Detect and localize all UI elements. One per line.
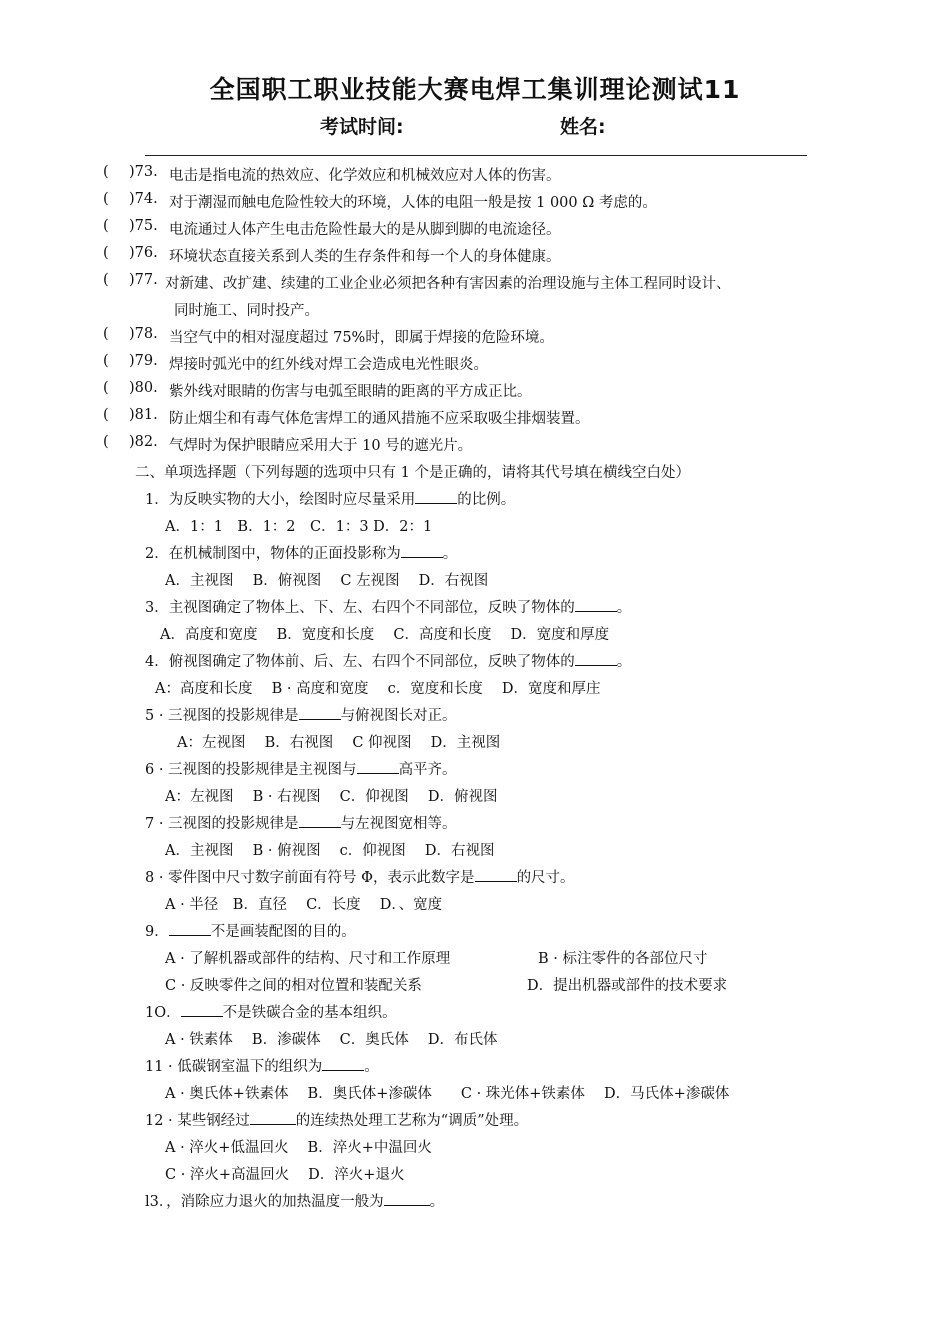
question-text: l3．，消除应力退火的加热温度一般为 [145, 1194, 384, 1210]
item-number: )81. [129, 407, 158, 423]
answer-blank[interactable] [357, 760, 399, 774]
question-text: 12 · 某些钢经过 [145, 1113, 250, 1129]
question-text: 1．为反映实物的大小，绘图时应尽量采用 [145, 492, 416, 508]
question-13 [145, 1190, 444, 1211]
answer-blank[interactable] [401, 544, 443, 558]
question-text-end: 与左视图宽相等。 [340, 816, 457, 832]
item-number: )80. [129, 380, 158, 396]
answer-blank[interactable] [250, 1111, 296, 1125]
item-number: )74. [129, 191, 158, 207]
question-5-options: A：左视图 B．右视图 C 仰视图 D．主视图 [177, 735, 501, 751]
answer-paren[interactable]: ( [103, 353, 109, 369]
question-8-options: A · 半径 B．直径 C．长度 D．、宽度 [165, 897, 443, 913]
item-text: 对于潮湿而触电危险性较大的环境，人体的电阻一般是按 1 000 Ω 考虑的。 [169, 195, 657, 211]
question-text: 6 · 三视图的投影规律是主视图与 [145, 762, 357, 778]
question-text-end: 不是铁碳合金的基本组织。 [222, 1005, 397, 1021]
name-label: 姓名: [560, 116, 606, 138]
item-number: )82. [129, 434, 158, 450]
question-9-option-c: C · 反映零件之间的相对位置和装配关系 [165, 978, 422, 994]
question-10-options: A · 铁素体 B．渗碳体 C．奥氏体 D．布氏体 [165, 1032, 498, 1048]
question-text: 1O． [145, 1005, 181, 1021]
question-text: 8 · 零件图中尺寸数字前面有符号 Φ，表示此数字是 [145, 870, 475, 886]
header-divider [145, 155, 807, 156]
item-number: )73. [129, 164, 158, 180]
exam-time-label: 考试时间: [320, 116, 404, 138]
question-4 [145, 650, 631, 671]
answer-blank[interactable] [475, 868, 517, 882]
question-text: 2．在机械制图中，物体的正面投影称为 [145, 546, 401, 562]
question-9-option-a: A · 了解机器或部件的结构、尺寸和工作原理 [165, 951, 451, 967]
question-text-end: 的连续热处理工艺称为“调质”处理。 [295, 1113, 529, 1129]
question-text-end: 。 [616, 654, 632, 670]
answer-blank[interactable] [299, 706, 341, 720]
question-text: 5 · 三视图的投影规律是 [145, 708, 299, 724]
question-text-end: 高平齐。 [398, 762, 457, 778]
answer-blank[interactable] [415, 490, 457, 504]
question-1 [145, 488, 515, 509]
item-text: 环境状态直接关系到人类的生存条件和每一个人的身体健康。 [169, 249, 561, 265]
item-text: 当空气中的相对湿度超过 75%时，即属于焊接的危险环境。 [169, 330, 554, 346]
answer-blank[interactable] [181, 1003, 223, 1017]
answer-blank[interactable] [322, 1057, 364, 1071]
answer-paren[interactable]: ( [103, 380, 109, 396]
item-number: )76. [129, 245, 158, 261]
item-text: 气焊时为保护眼睛应采用大于 10 号的遮光片。 [169, 438, 473, 454]
question-6-options: A：左视图 B · 右视图 C．仰视图 D．俯视图 [165, 789, 498, 805]
answer-paren[interactable]: ( [103, 191, 109, 207]
answer-paren[interactable]: ( [103, 218, 109, 234]
question-12-options-cd: C · 淬火+高温回火 D．淬火+退火 [165, 1167, 405, 1183]
question-12-options-ab: A · 淬火+低温回火 B．淬火+中温回火 [165, 1140, 432, 1156]
item-text: 紫外线对眼睛的伤害与电弧至眼睛的距离的平方成正比。 [169, 384, 532, 400]
answer-blank[interactable] [575, 598, 617, 612]
question-11-options: A · 奥氏体+铁素体 B．奥氏体+渗碳体 C · 珠光体+铁素体 D．马氏体+渗碳体 [165, 1086, 730, 1102]
question-text-end: 。 [442, 546, 458, 562]
question-text-end: 与俯视图长对正。 [340, 708, 457, 724]
question-7-options: A．主视图 B · 俯视图 c．仰视图 D．右视图 [165, 843, 495, 859]
answer-blank[interactable] [575, 652, 617, 666]
question-9-option-d: D．提出机器或部件的技术要求 [527, 978, 728, 994]
question-text-end: 。 [364, 1059, 379, 1075]
item-text: 电流通过人体产生电击危险性最大的是从脚到脚的电流途径。 [169, 222, 561, 238]
question-text: 4．俯视图确定了物体前、后、左、右四个不同部位，反映了物体的 [145, 654, 575, 670]
question-text: 7 · 三视图的投影规律是 [145, 816, 299, 832]
item-number: )75. [129, 218, 158, 234]
item-text: 焊接时弧光中的红外线对焊工会造成电光性眼炎。 [169, 357, 488, 373]
page-title: 全国职工职业技能大赛电焊工集训理论测试11 [209, 75, 741, 104]
question-2-options: A．主视图 B．俯视图 C 左视图 D．右视图 [165, 573, 489, 589]
question-9 [145, 920, 356, 941]
item-number: )79. [129, 353, 158, 369]
question-text-end: 。 [616, 600, 632, 616]
answer-paren[interactable]: ( [103, 434, 109, 450]
question-text-end: 。 [429, 1194, 445, 1210]
answer-paren[interactable]: ( [103, 407, 109, 423]
tf-item-77-continuation: 同时施工、同时投产。 [174, 303, 319, 319]
question-text-end: 的尺寸。 [516, 870, 575, 886]
answer-paren[interactable]: ( [103, 245, 109, 261]
question-6 [145, 758, 457, 779]
answer-blank[interactable] [169, 922, 211, 936]
question-12 [145, 1109, 528, 1130]
answer-paren[interactable]: ( [103, 164, 109, 180]
question-text: 3．主视图确定了物体上、下、左、右四个不同部位，反映了物体的 [145, 600, 575, 616]
question-1-options: A．1：1 B．1：2 C．1：3 D．2：1 [165, 519, 433, 535]
question-9-option-b: B · 标注零件的各部位尺寸 [538, 951, 708, 967]
question-2 [145, 542, 457, 563]
question-text: 11 · 低碳钢室温下的组织为 [145, 1059, 323, 1075]
question-text-end: 不是画装配图的目的。 [210, 924, 356, 940]
question-11 [145, 1055, 379, 1076]
question-text: 9． [145, 924, 169, 940]
item-number: )78. [129, 326, 158, 342]
question-10 [145, 1001, 397, 1022]
answer-paren[interactable]: ( [103, 326, 109, 342]
question-8 [145, 866, 575, 887]
question-3 [145, 596, 631, 617]
question-text-end: 的比例。 [457, 492, 516, 508]
question-4-options: A：高度和长度 B · 高度和宽度 c．宽度和长度 D．宽度和厚庄 [155, 681, 601, 697]
question-3-options: A．高度和宽度 B．宽度和长度 C．高度和长度 D．宽度和厚度 [160, 627, 610, 643]
answer-blank[interactable] [299, 814, 341, 828]
item-text: 电击是指电流的热效应、化学效应和机械效应对人体的伤害。 [169, 168, 561, 184]
item-number: )77. [129, 272, 158, 288]
question-5 [145, 704, 457, 725]
question-7 [145, 812, 457, 833]
answer-blank[interactable] [384, 1192, 430, 1206]
section-heading: 二、单项选择题（下列每题的选项中只有 1 个是正确的，请将其代号填在横线空白处） [135, 465, 690, 481]
answer-paren[interactable]: ( [103, 272, 109, 288]
item-text: 防止烟尘和有毒气体危害焊工的通风措施不应采取吸尘排烟装置。 [169, 411, 590, 427]
item-text: 对新建、改扩建、续建的工业企业必须把各种有害因素的治理设施与主体工程同时设计、 [165, 276, 731, 292]
